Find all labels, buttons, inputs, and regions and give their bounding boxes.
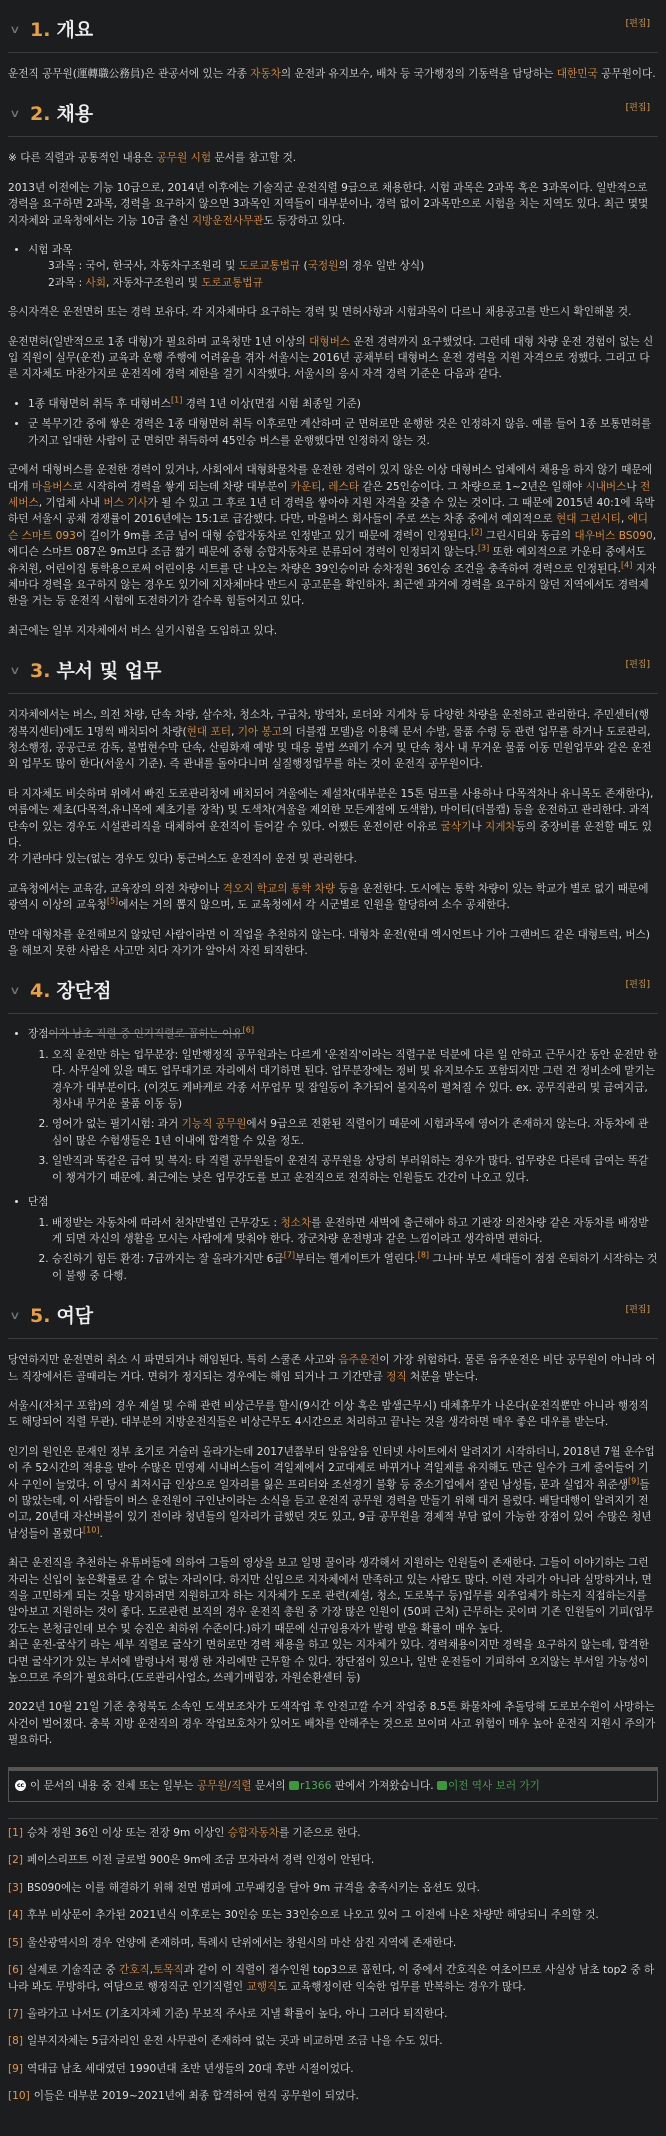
footnote [8,2088,658,2104]
text: 이 길이가 9m를 조금 넘어 대형 승합자동차로 인정받고 있기 때문에 경력이 인정된다. [75,529,472,542]
notice-text: 판에서 가져왔습니다. [331,1779,437,1792]
wiki-link[interactable]: 사회 [85,276,106,289]
text: 그나마 부모 세대들이 점점 은퇴하기 시작하는 것이 불행 중 다행. [52,1253,658,1282]
text: 등을 운전한다. 도시에는 통학 차량이 있는 학교가 별로 없기 때문에 광역시 이상의 교육청 [8,882,649,912]
edit-link[interactable]: [편집] [625,660,650,671]
text: 승진하기 힘든 환경: 7급까지는 잘 올라가지만 6급 [52,1253,284,1266]
wiki-link[interactable]: 정직 [386,1370,407,1383]
text: 1종 대형면허 취득 후 대형버스 [28,397,172,410]
wiki-link[interactable]: 지방운전사무관 [191,214,264,227]
wiki-link[interactable]: 전세버스 [8,480,651,509]
numbered-item [52,1116,658,1149]
text: , [149,1964,154,1977]
wiki-link[interactable]: 기능직 공무원 [181,1118,247,1131]
paragraph [8,1444,658,1542]
chevron-down-icon[interactable]: ∨ [9,1308,21,1322]
list-item [28,242,658,291]
paragraph [8,623,658,639]
paragraph [8,1555,658,1686]
footnote [8,1962,658,1995]
text: 역대급 남초 세대였던 1990년대 초반 년생들의 20대 후반 시절이었다. [27,2062,354,2075]
history-link[interactable]: 이전 역사 보러 가기 [447,1779,540,1792]
text: 가 될 수 있고 그 후로 1년 더 경력을 쌓아야 지원 자격을 갖출 수 있는 것이다. 그 때문에 2015년 40:1에 육박하던 서울시 공채 경쟁률이 2016년에는 15:1로 급감했다. 다만, 마을버스 회사들이 주로 쓰는 차종 중에서 예외적으로 [8,496,655,526]
text: 문서를 참고할 것. [211,152,297,165]
text: 최근 운전-굴삭기 라는 세부 직렬로 굴삭기 면허로만 경력 채용을 하고 있는 지자체가 있다. 경력채용이지만 경력을 요구하지 않는데, 합격한다면 굴삭기가 있는 부서에 발령나서 평생 한 자리에만 근무할 수 있다. 장단점이 있으나, 일반 운전들이 기피하여 오지않는 부서일 가능성이 높으므로 주의가 필요하다.(도로관리사업소, 쓰레기매립장, 자원순환센터 등) [8,1639,649,1685]
text: 들이 많았는데, 이 사람들이 버스 운전원이 구인난이라는 소식을 듣고 운전직 공무원 경력을 만들기 위해 대거 몰렸다. 배달대행이 알려지기 전이고, 20년대 자산버블이 있기 전이라 청년들의 일자리가 급했던 것도 있고, 9급 공무원을 경제적 부담 없이 가능한 장점이 있어 수많은 청년 남성들이 몰렸다 [8,1478,652,1540]
paragraph [8,1352,658,1385]
text: 일반직과 똑같은 급여 및 복지: 타 직렬 공무원들이 운전직 공무원을 상당히 부러워하는 경우가 많다. 업무량은 다른데 급여는 똑같이 챙겨가기 때문에. 최근에는 낮은 업무강도를 보고 운전직으로 전직하는 인원들도 간간이 나오고 있다. [52,1155,649,1184]
text: 군 복무기간 중에 쌓은 경력은 1종 대형면허 취득 이후로만 계산하며 군 면허로만 운행한 것은 인정하지 않음. 예를 들어 1종 보통면허를 가지고 입대한 사람이 군 면허만 취득하여 45인승 버스를 운행했다면 인정하지 않는 것. [28,418,652,447]
text: 지자체마다 경력을 요구하지 않는 경우도 있기에 지자체마다 반드시 공고문을 확인하자. 최근엔 과거에 경력을 요구하지 않던 지역에서도 경력제한을 거는 등 운전직 시험에 도전하기가 갈수록 힘들어지고 있다. [8,562,657,608]
paragraph [8,927,658,960]
footnote-ref[interactable]: [10] [83,1525,100,1535]
text: 에서는 거의 뽑지 않으며, 도 교육청에서 각 시군별로 인원을 할당하여 소수 공채한다. [118,899,510,912]
footnote [8,2006,658,2022]
footnote-number[interactable]: [6] [8,1964,24,1977]
paragraph [8,881,658,914]
text: 2022년 10월 21일 기준 충청북도 소속인 도색보조차가 도색작업 후 안전고깔 수거 작업중 8.5톤 화물차에 추돌당해 도로보수원이 사망하는 사건이 벌어졌다. 충북 지방 운전직의 경우 작업보호차가 있어도 배차를 안해주는 것으로 보이며 사고 위험이 매우 높아 운전직 지원시 주의가 필요하다. [8,1701,656,1747]
text: , [321,480,329,493]
footnote [8,1825,658,1841]
text: 지자체에서는 버스, 의전 차량, 단속 차량, 살수차, 청소차, 구급차, 방역차, 로더와 지게차 등 다양한 차량을 운전하고 관리한다. 주민센터(행정복지센터)에도 1명씩 배치되어 차량( [8,709,649,738]
text: 오직 운전만 하는 업무분장: 일반행정직 공무원과는 다르게 '운전직'이라는 직렬구분 덕분에 다른 일 안하고 근무시간 동안 운전만 한다. 사무실에 있을 때도 업무대기로 자리에서 대기하면 된다. 업무분장에는 정비 및 유지보수도 포함되지만 그런 건 정비소에 맡기는 경우가 대부분이다. (이것도 케바케로 각종 서무업무 및 잡일등이 추가되어 불지옥이 펼쳐질 수 있다. ex. 공무직관리 및 급여지급, 청사내 무거운 물품 이동 등) [52,1048,658,1111]
paragraph [8,1398,658,1431]
list-item [28,1026,658,1186]
wiki-link[interactable]: 레스타 [328,480,359,493]
wiki-link[interactable]: 시내버스 [585,480,627,493]
text: ※ 다른 직렬과 공통적인 내용은 [8,152,157,165]
chevron-down-icon[interactable]: ∨ [9,22,21,36]
wiki-link[interactable]: 카운티 [290,480,322,493]
text: 같은 25인승이다. 그 차량으로 1~2년은 일해야 [358,480,586,493]
text: 과 같이 이 직렬이 접수인원 top3으로 꼽힌다, 이 중에서 간호직은 여초이므로 사실상 남초 top2 중 하나라 봐도 무방하다, 여담으로 행정직군 인기직렬인 [8,1964,655,1993]
numbered-list [28,1215,658,1285]
numbered-list [28,1047,658,1186]
wiki-link[interactable]: 에디슨 스마트 093 [8,513,649,542]
footnote-ref[interactable]: [5] [106,896,119,906]
wiki-link[interactable]: 승합자동차 [227,1827,279,1840]
paragraph [8,66,658,82]
edit-link[interactable]: [편집] [625,980,650,991]
wiki-link[interactable]: 대우버스 BS090 [574,529,653,542]
footnote [8,1852,658,1868]
footnote-number[interactable]: [9] [8,2062,24,2075]
text: 최근에는 일부 지자체에서 버스 실기시험을 도입하고 있다. [8,624,278,637]
text: 인기의 원인은 문재인 정부 초기로 거슬러 올라가는데 2017년쯤부터 알음알음 인터넷 사이트에서 알려지기 시작하더니, 2018년 7월 운수업이 주 52시간의 적용을 받아 수많은 민영제 시내버스들이 격일제에서 2교대제로 바뀌거나 격일제를 유지해도 만근 일수가 크게 줄어들어 기사 구인이 늘었다. 이 당시 최저시급 인상으로 일자리를 잃은 프리터와 조선경기 불황 등 중소기업에서 잘린 남성들, 문과 실업자 취준생 [8,1445,655,1491]
text: 의 운전과 유지보수, 배차 등 국가행정의 기동력을 담당하는 [280,68,557,80]
paragraph [8,150,658,166]
paragraph [8,462,658,610]
sub-item [28,258,658,274]
chevron-down-icon[interactable]: ∨ [9,984,21,998]
numbered-item [52,1251,658,1284]
paragraph [8,1699,658,1748]
text: 실제로 기술직군 중 [27,1964,119,1977]
text: 나 [626,480,641,493]
footnote-ref[interactable]: [1] [171,395,183,405]
text: , [620,513,628,526]
text: BS090에는 이를 해결하기 위해 전면 범퍼에 고무패킹을 달아 9m 규격을 충족시키는 옵션도 있다. [27,1881,481,1894]
paragraph [8,180,658,229]
wiki-link[interactable]: 도로교통법규 [238,260,301,273]
edit-link[interactable]: [편집] [625,103,650,114]
text: 공무원이다. [597,68,656,80]
sub-item [28,275,658,291]
section-title: 여담 [56,1304,94,1327]
footnote-ref[interactable]: [4] [620,560,633,569]
wiki-link[interactable]: 현대 포터 [186,725,231,738]
history-icon [437,1781,447,1790]
section-title: 채용 [56,103,94,126]
footnote-ref[interactable]: [8] [417,1250,430,1260]
chevron-down-icon[interactable]: ∨ [9,107,21,121]
section-heading[interactable] [8,12,658,53]
footnote-ref[interactable]: [6] [242,1025,254,1035]
wiki-link[interactable]: 버스 기사 [103,496,148,509]
text: 로 시작하여 경력을 쌓게 되는데 차량 대부분이 [72,480,291,493]
wiki-link[interactable]: 청소차 [280,1216,312,1229]
source-document-link[interactable]: 공무원/직렬 [196,1779,252,1792]
chevron-down-icon[interactable]: ∨ [9,663,21,677]
wiki-link[interactable]: 격오지 학교의 통학 차량 [222,882,336,895]
section-number: 5. [30,1304,51,1327]
footnote-number[interactable]: [10] [8,2090,30,2103]
footnote [8,2061,658,2077]
wiki-link[interactable]: 도로교통법규 [201,276,263,289]
wiki-link[interactable]: 토목직 [153,1964,184,1977]
text: . [99,1527,103,1540]
text: 의 더블캡 모델)을 이용해 문서 수발, 물품 수령 등 관련 업무를 하거나 도로관리, 청소행정, 공공근로 감독, 불법현수막 단속, 산림화재 예방 및 대응 불법 쓰레기 수거 및 단속 청사 내 무거운 물품 이동 민원업무와 같은 운전 외 업무도 많이 한다(서울시 기준). 즉 관내를 돌아다니며 실질행정업무를 하는 것이 운전직 공무원이다. [8,725,652,771]
section-number: 2. [30,103,51,126]
wiki-link[interactable]: 간호직 [119,1964,150,1977]
wiki-link[interactable]: 지게차 [484,820,516,833]
numbered-item [52,1215,658,1248]
text: 후부 비상문이 추가된 2021년식 이후로는 30인승 또는 33인승으로 나오고 있어 그 이전에 나온 차량만 해당되니 주의할 것. [27,1909,599,1922]
wiki-link[interactable]: 음주운전 [338,1354,380,1367]
text: 응시자격은 운전면허 또는 경력 보유다. 각 지자체마다 요구하는 경력 및 면허사항과 시험과목이 다르니 채용공고를 반드시 확인해볼 것. [8,306,632,319]
text: 처분을 받는다. [406,1370,479,1383]
edit-link[interactable]: [편집] [625,1305,650,1316]
footnote-number[interactable]: [5] [8,1936,24,1949]
bullet-list [8,1026,658,1284]
footnote-number[interactable]: [8] [8,2035,24,2048]
edit-link[interactable]: [편집] [625,19,650,29]
footnote-ref[interactable]: [3] [477,543,490,553]
text: 울산광역시의 경우 언양에 존재하며, 특례시 단위에서는 창원시의 마산 삼진 지역에 존재한다. [27,1936,457,1949]
text: ( [300,260,308,273]
section-number: 3. [30,659,51,682]
footnote [8,1907,658,1923]
section-title: 장단점 [56,980,112,1003]
section-title: 부서 및 업무 [56,659,162,682]
text: 운전면허(일반적으로 1종 대형)가 필요하며 교육청만 1년 이상의 [8,335,310,348]
bullet-list [8,242,658,291]
text: 2013년 이전에는 기능 10급으로, 2014년 이후에는 기술직군 운전직렬 9급으로 채용한다. 시험 과목은 2과목 혹은 3과목이다. 일반적으로 경력을 요구하면 2과목, 경력을 요구하지 않으면 3과목인 지역들이 대부분이나, 경력 없이 2과목만으로 시험을 치는 지역도 있다. 최근 몇몇 지자체와 교육청에서는 기능 10급 출신 [8,181,649,227]
text: 운전직 공무원(運轉職公務員)은 관공서에 있는 각종 [8,68,251,80]
wiki-link[interactable]: 대형버스 [309,335,351,348]
text: 부터는 헬게이트가 열린다. [295,1253,418,1266]
wiki-link[interactable]: 교행직 [246,1980,278,1993]
text: 시험 과목 [28,244,73,257]
text: 올라가고 나서도 (기초지자체 기준) 무보직 주사로 지낼 확률이 높다, 아니 그러다 퇴직한다. [27,2007,448,2020]
text: 서울시(자치구 포함)의 경우 제설 및 수해 관련 비상근무를 할시(9시간 이상 혹은 밤샘근무시) 대체휴무가 나온다(운전직뿐만 아니라 행정직도 해당되어 직렬 무관). 대부분의 지방운전직들은 비상근무도 4시간으로 처리하고 끝나는 것을 생각하면 매우 좋은 대우를 받는다. [8,1399,649,1429]
text: 를 기준으로 한다. [278,1827,361,1840]
text: 최근 운전직을 추천하는 유튜버들에 의하여 그들의 영상을 보고 일명 꿀이라 생각해서 지원하는 인원들이 존재한다. 그들이 이야기하는 그런 자리는 신입이 높은확률로 갈 수 없는 자리이다. 하지만 신입으로 지자체에서 만족하고 있는 사람도 많다. 이런 자리가 아니라 실망하거나, 면직을 고민하게 되는 것을 방지하려면 지원하고자 하는 지자체가 도로 관련(제설, 청소, 도로복구 등)업무를 외주업체가 하는지 직접하는지를 알아보고 지원하는 것이 좋다. 도로관련 보직의 경우 운전직 총원 중 가장 많은 인원이 (50퍼 근처) 근무하는 곳이며 기존 인원들이 기피(업무강도는 본청급인데 보수 및 승진은 최하위 수준이다.)하기 때문에 신규임용자가 발령 받을 확률이 매우 높다. [8,1557,654,1635]
wiki-link[interactable]: 국정원 [307,260,339,273]
revision-icon [289,1781,299,1790]
footnote [8,2033,658,2049]
text: 경력 1년 이상(면접 시험 최종일 기준) [182,397,361,410]
text: 이 가장 위험하다. 물론 음주운전은 비단 공무원이 아니라 어느 직장에서든 골때리는 거다. 면허가 정지되는 경우에는 해임 되거나 그 기간만큼 [8,1354,656,1383]
text: 영어가 없는 필기시험: 과거 [52,1118,182,1131]
text: 운전 경력까지 요구했었다. 그런데 대형 차량 운전 경험이 없는 신입 직원이 실무(운전) 교육과 운행 주행에 어려움을 겪자 서울시는 2016년 공채부터 대형버스 운전 경력을 지원 자격으로 정했다. 그리고 다른 지자체도 마찬가지로 운전직에 경력 제한을 걸기 시작했다. 서울시의 응시 자격 경력 기준은 다음과 같다. [8,335,654,381]
text: 를 운전하면 새벽에 출근해야 하고 기관장 의전차량 같은 자동차를 배정받게 되면 자신의 생활을 모시는 사람에게 맞춰야 한다. 장군차량 운전병과 같은 느낌이라고 생각하면 편하다. [52,1216,649,1245]
text: 군에서 대형버스를 운전한 경력이 있거나, 사회에서 대형화물차를 운전한 경력이 있지 않은 이상 대형버스 업체에서 채용을 하지 않기 때문에 대개 [8,464,652,493]
wiki-link[interactable]: 자동차 [250,68,281,80]
paragraph [8,707,658,773]
sections [8,12,658,1749]
wiki-link[interactable]: 기아 봉고 [237,725,282,738]
text: 단점 [28,1196,49,1209]
section-heading[interactable] [8,653,658,694]
text: 등의 중장비를 운전할 때도 있다. [8,820,652,849]
section-number: 1. [30,18,51,41]
text: 당연하지만 운전면허 취소 시 파면되거나 해임된다. 특히 스쿨존 사고와 [8,1354,339,1367]
numbered-item [52,1153,658,1186]
footnote [8,1880,658,1896]
text: 에서 9급으로 전환된 직렬이기 때문에 시험과목에 영어가 존재하지 않는다. 자동차에 관심이 많은 수험생들은 1년 이내에 합격할 수 있을 정도. [52,1118,649,1147]
footnote [8,1935,658,1951]
text: 각 기관마다 있는(없는 경우도 있다) 통근버스도 운전직이 운전 및 관리한다. [8,853,357,866]
text: 나 [471,820,485,833]
text: , 자동차구조원리 및 [105,276,202,289]
text: , [230,725,238,738]
list-item [28,1194,658,1284]
revision-link[interactable]: r1366 [300,1779,332,1792]
footnote-ref[interactable]: [9] [627,1476,640,1486]
footnotes [8,1818,658,2104]
text: 2과목 : [48,276,86,289]
text: 의 경우 일반 상식) [338,260,425,273]
list-item [28,416,658,449]
numbered-item [52,1047,658,1113]
text: 이들은 대부분 2019~2021년에 최종 합격하여 현직 공무원이 되었다. [33,2090,359,2103]
list-item [28,396,658,412]
footnote-ref[interactable]: [2] [471,527,483,537]
section-heading[interactable] [8,96,658,137]
wiki-link[interactable]: 마을버스 [31,480,73,493]
text: 도 등장하고 있다. [263,214,346,227]
section-number: 4. [30,980,51,1003]
paragraph [8,786,658,868]
cc-license-icon: cc [16,1782,25,1790]
paragraph [8,304,658,320]
license-notice [8,1767,658,1802]
wiki-link[interactable]: 굴삭기 [440,820,472,833]
footnote-number[interactable]: [2] [8,1854,24,1867]
text: , 기업체 사내 [38,496,104,509]
text: 만약 대형차를 운전해보지 않았던 사람이라면 이 직업을 추천하지 않는다. 대형차 운전(현대 엑시언트나 기아 그랜버드 같은 대형트럭, 버스)을 해보지 못한 사람은 사고만 치다 자기가 알아서 자진 퇴직한다. [8,928,650,958]
text: , 에디슨 스마트 087은 9m보다 조금 짧기 때문에 중형 승합자동차로 분류되어 경력이 인정되지 않는다. [8,529,657,559]
footnote-number[interactable]: [7] [8,2007,24,2020]
wiki-link[interactable]: 공무원 시험 [156,152,212,165]
notice-text: 문서의 [251,1779,290,1792]
footnote-ref[interactable]: [7] [283,1250,296,1260]
text: 장점 [28,1028,49,1041]
text: 일부지자체는 5급자리인 운전 사무관이 존재하여 없는 곳과 비교하면 조금 나을 수도 있다. [27,2035,443,2048]
text: 3과목 : 국어, 한국사, 자동차구조원리 및 [48,260,239,273]
text: 또한 예외적으로 카운티 중에서도 유치원, 어린이집 통학용으로써 어린이용 시트를 단 나오는 차량은 39인승이라 승차정원 36인승 조건을 충족하여 경력으로 인정된다. [8,546,647,575]
text: 교육청에서는 교육감, 교육장의 의전 차량이나 [8,882,223,895]
strikethrough-text: 이자 남초 직렬 중 인기직렬로 꼽히는 이유 [48,1028,243,1041]
section-heading[interactable] [8,1298,658,1339]
text: 타 지자체도 비슷하며 위에서 빠진 도로관리청에 배치되어 겨울에는 제설차(대부분은 15톤 덤프를 사용하나 다목적차나 유니목도 존재한다), 여름에는 제초(다목적,유니목에 제초기를 장착) 및 도색차(겨울을 제외한 모든계절에 도색함), 마이티(더블캡) 등을 운전하고 관리한다. 과적단속이 있는 경우도 시설관리직을 대체하여 운전직이 들어갈 수 있다. 어쨌든 운전이란 이유로 [8,787,654,833]
footnote-number[interactable]: [4] [8,1909,24,1922]
text: 도 교육행정이란 익숙한 업무를 반복하는 경우가 많다. [277,1980,526,1993]
text: 승차 정원 36인 이상 또는 전장 9m 이상인 [27,1827,228,1840]
text: 그린시티와 동급의 [482,529,575,542]
paragraph [8,334,658,383]
section-heading[interactable] [8,973,658,1014]
text: 배정받는 자동차에 따라서 천차만별인 근무강도 : [52,1216,281,1229]
wiki-link[interactable]: 대한민국 [556,68,598,80]
footnote-number[interactable]: [1] [8,1827,24,1840]
wiki-link[interactable]: 현대 그린시티 [556,513,621,526]
text: 페이스리프트 이전 글로벌 900은 9m에 조금 모자라서 경력 인정이 안된다. [27,1854,375,1867]
notice-text: 이 문서의 내용 중 전체 또는 일부는 [30,1779,197,1792]
section-title: 개요 [56,18,94,41]
footnote-number[interactable]: [3] [8,1881,24,1894]
bullet-list [8,396,658,449]
